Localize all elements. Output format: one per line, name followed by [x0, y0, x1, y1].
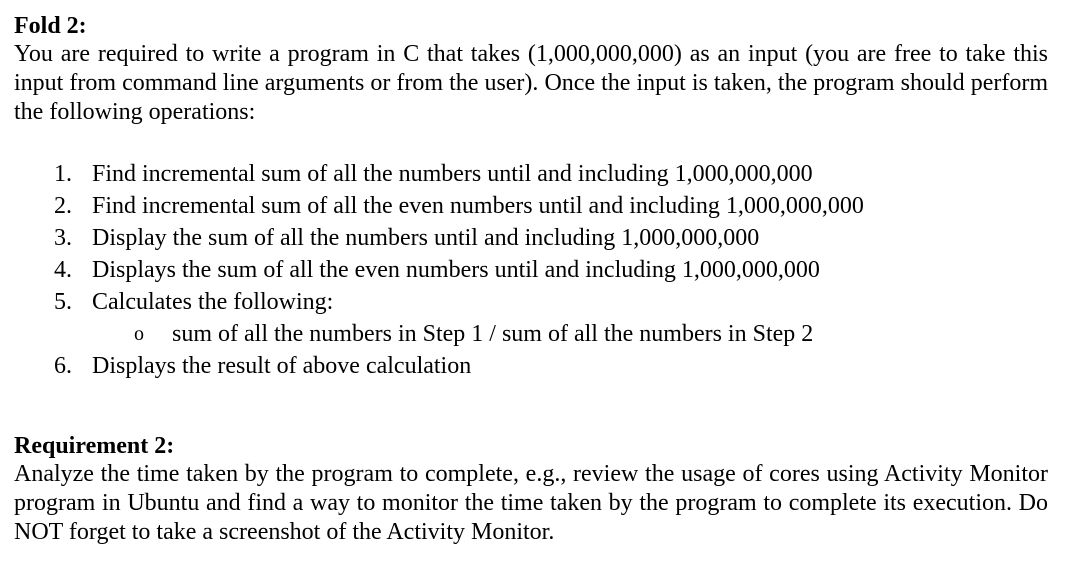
list-text: Display the sum of all the numbers until and including 1,000,000,000 — [92, 225, 760, 251]
list-item — [14, 350, 1048, 382]
fold-heading: Fold 2: — [14, 13, 87, 39]
list-item — [14, 222, 1048, 254]
list-number: 5. — [54, 289, 72, 315]
hollow-bullet-icon: o — [134, 323, 144, 345]
operations-list — [14, 158, 1048, 382]
list-number: 1. — [54, 161, 72, 187]
requirement-heading: Requirement 2: — [14, 433, 175, 459]
list-item — [14, 158, 1048, 190]
list-item — [14, 190, 1048, 222]
fold-intro: You are required to write a program in C that takes (1,000,000,000) as an input (you are free to take this input from command line arguments or from the user). Once the input is taken, the program should perform the following operations: — [14, 41, 1048, 125]
list-number: 4. — [54, 257, 72, 283]
list-text: Find incremental sum of all the numbers until and including 1,000,000,000 — [92, 161, 813, 187]
sub-list-text: sum of all the numbers in Step 1 / sum of all the numbers in Step 2 — [172, 321, 814, 347]
list-number: 2. — [54, 193, 72, 219]
requirement-body: Analyze the time taken by the program to complete, e.g., review the usage of cores using Activity Monitor program in Ubuntu and find a way to monitor the time taken by the program to complete its execution. Do NOT forget to take a screenshot of the Activity Monitor. — [14, 461, 1048, 545]
list-item — [14, 286, 1048, 318]
list-item — [14, 254, 1048, 286]
list-text: Calculates the following: — [92, 289, 334, 315]
document-page — [14, 12, 1048, 547]
list-number: 6. — [54, 353, 72, 379]
list-number: 3. — [54, 225, 72, 251]
list-text: Displays the result of above calculation — [92, 353, 472, 379]
sub-list-item — [14, 318, 1048, 350]
list-text: Find incremental sum of all the even numbers until and including 1,000,000,000 — [92, 193, 864, 219]
list-text: Displays the sum of all the even numbers until and including 1,000,000,000 — [92, 257, 820, 283]
spacer — [14, 127, 1048, 158]
spacer — [14, 382, 1048, 432]
